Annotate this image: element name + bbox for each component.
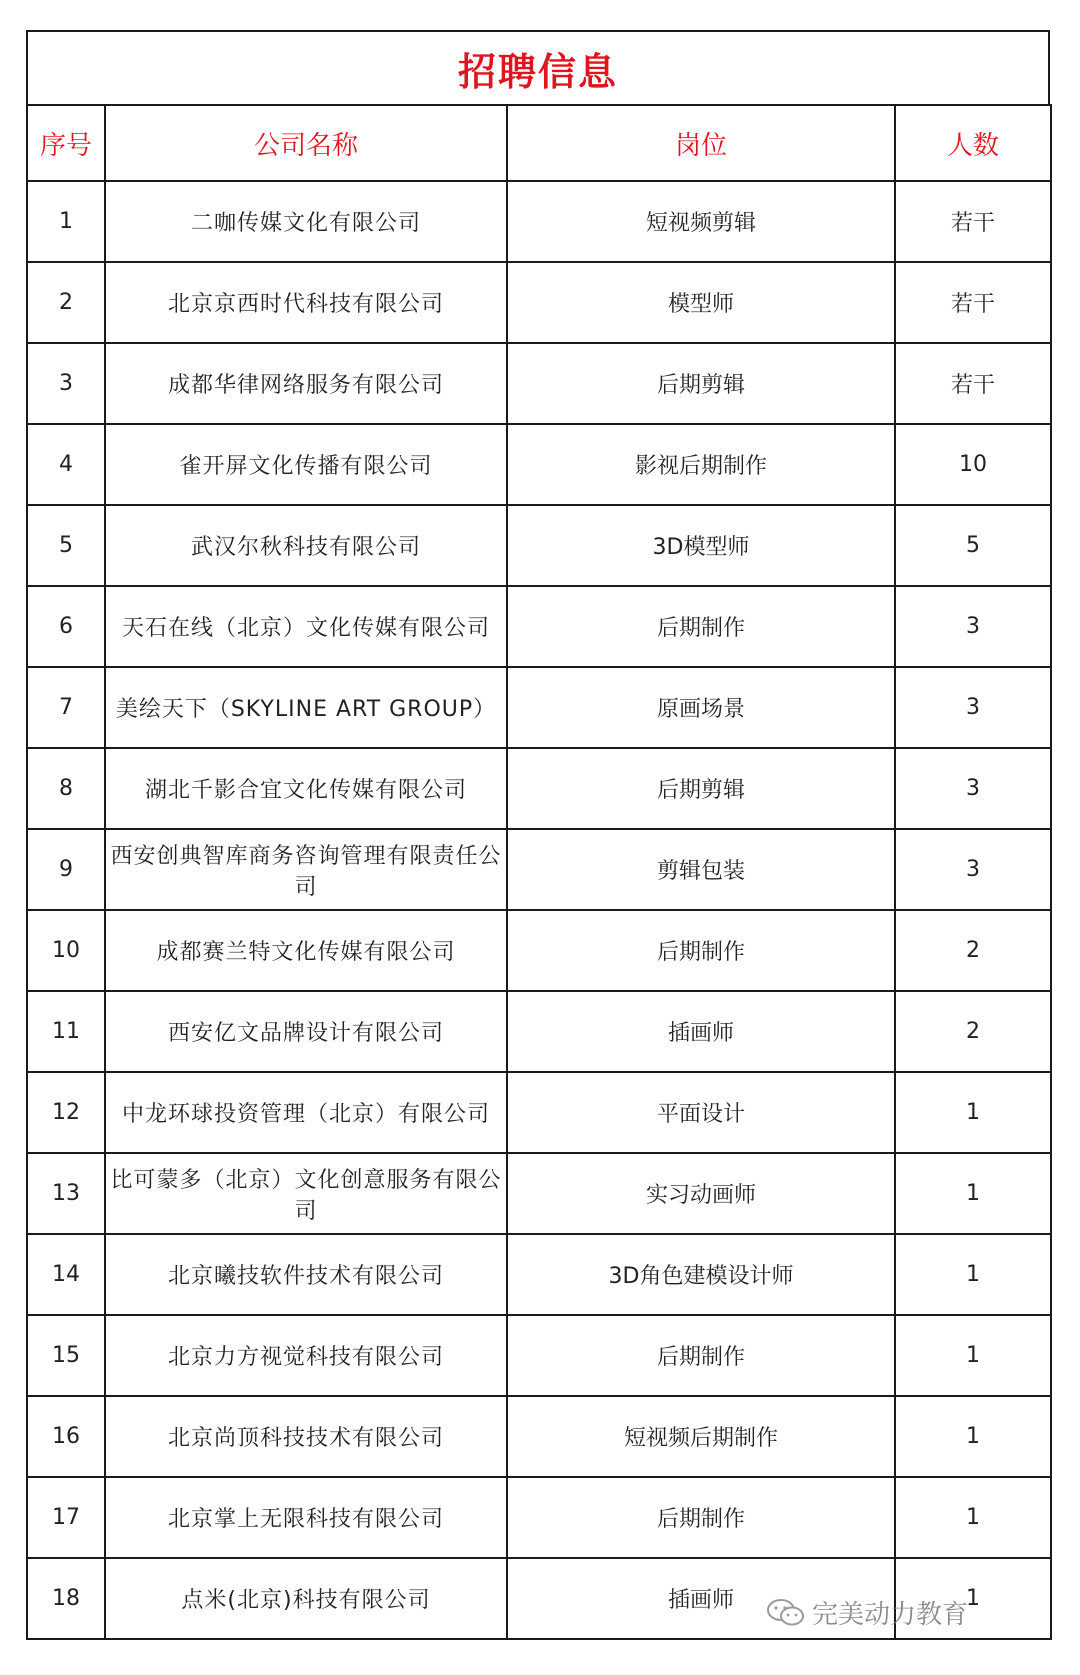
table-row	[27, 424, 1051, 505]
position-name: 3D角色建模设计师	[507, 1234, 895, 1315]
watermark	[766, 1594, 968, 1631]
position-name: 插画师	[507, 1558, 895, 1639]
table-row	[27, 1396, 1051, 1477]
company-name: 成都华律网络服务有限公司	[105, 343, 507, 424]
table-row	[27, 910, 1051, 991]
table-row	[27, 1315, 1051, 1396]
company-name: 成都赛兰特文化传媒有限公司	[105, 910, 507, 991]
head-count: 若干	[895, 181, 1051, 262]
company-name: 武汉尔秋科技有限公司	[105, 505, 507, 586]
position-name: 后期制作	[507, 910, 895, 991]
position-name: 实习动画师	[507, 1153, 895, 1234]
head-count: 若干	[895, 343, 1051, 424]
table-row	[27, 829, 1051, 910]
row-index: 1	[27, 181, 105, 262]
head-count: 1	[895, 1153, 1051, 1234]
header-count: 人数	[895, 105, 1051, 181]
row-index: 2	[27, 262, 105, 343]
table-row	[27, 262, 1051, 343]
company-name: 西安亿文品牌设计有限公司	[105, 991, 507, 1072]
position-name: 平面设计	[507, 1072, 895, 1153]
company-name: 雀开屏文化传播有限公司	[105, 424, 507, 505]
table-row	[27, 991, 1051, 1072]
company-name: 二咖传媒文化有限公司	[105, 181, 507, 262]
position-name: 后期制作	[507, 1315, 895, 1396]
company-name: 点米(北京)科技有限公司	[105, 1558, 507, 1639]
head-count: 3	[895, 586, 1051, 667]
position-name: 插画师	[507, 991, 895, 1072]
company-name: 北京曦技软件技术有限公司	[105, 1234, 507, 1315]
head-count: 2	[895, 991, 1051, 1072]
row-index: 14	[27, 1234, 105, 1315]
position-name: 短视频后期制作	[507, 1396, 895, 1477]
head-count: 2	[895, 910, 1051, 991]
company-name: 湖北千影合宜文化传媒有限公司	[105, 748, 507, 829]
row-index: 4	[27, 424, 105, 505]
table-row	[27, 1477, 1051, 1558]
company-name: 比可蒙多（北京）文化创意服务有限公司	[105, 1153, 507, 1234]
row-index: 17	[27, 1477, 105, 1558]
row-index: 18	[27, 1558, 105, 1639]
table-row	[27, 181, 1051, 262]
position-name: 3D模型师	[507, 505, 895, 586]
position-name: 后期制作	[507, 586, 895, 667]
position-name: 影视后期制作	[507, 424, 895, 505]
recruitment-table	[26, 104, 1052, 1640]
row-index: 11	[27, 991, 105, 1072]
table-row	[27, 505, 1051, 586]
company-name: 美绘天下（SKYLINE ART GROUP）	[105, 667, 507, 748]
wechat-icon	[766, 1597, 806, 1629]
row-index: 5	[27, 505, 105, 586]
table-header-row	[27, 105, 1051, 181]
table-row	[27, 667, 1051, 748]
header-position: 岗位	[507, 105, 895, 181]
company-name: 天石在线（北京）文化传媒有限公司	[105, 586, 507, 667]
position-name: 短视频剪辑	[507, 181, 895, 262]
head-count: 3	[895, 667, 1051, 748]
company-name: 西安创典智库商务咨询管理有限责任公司	[105, 829, 507, 910]
head-count: 1	[895, 1558, 1051, 1639]
row-index: 12	[27, 1072, 105, 1153]
company-name: 中龙环球投资管理（北京）有限公司	[105, 1072, 507, 1153]
position-name: 原画场景	[507, 667, 895, 748]
company-name: 北京力方视觉科技有限公司	[105, 1315, 507, 1396]
head-count: 3	[895, 748, 1051, 829]
header-index: 序号	[27, 105, 105, 181]
head-count: 3	[895, 829, 1051, 910]
row-index: 16	[27, 1396, 105, 1477]
head-count: 1	[895, 1477, 1051, 1558]
row-index: 10	[27, 910, 105, 991]
head-count: 10	[895, 424, 1051, 505]
table-row	[27, 343, 1051, 424]
company-name: 北京尚顶科技技术有限公司	[105, 1396, 507, 1477]
position-name: 后期剪辑	[507, 343, 895, 424]
position-name: 后期制作	[507, 1477, 895, 1558]
row-index: 3	[27, 343, 105, 424]
head-count: 5	[895, 505, 1051, 586]
row-index: 6	[27, 586, 105, 667]
row-index: 7	[27, 667, 105, 748]
header-company: 公司名称	[105, 105, 507, 181]
watermark-text: 完美动力教育	[811, 1600, 968, 1630]
table-row	[27, 748, 1051, 829]
position-name: 剪辑包装	[507, 829, 895, 910]
row-index: 15	[27, 1315, 105, 1396]
position-name: 模型师	[507, 262, 895, 343]
position-name: 后期剪辑	[507, 748, 895, 829]
head-count: 1	[895, 1396, 1051, 1477]
table-row	[27, 1072, 1051, 1153]
head-count: 1	[895, 1315, 1051, 1396]
table-row	[27, 586, 1051, 667]
company-name: 北京掌上无限科技有限公司	[105, 1477, 507, 1558]
page-title: 招聘信息	[26, 30, 1050, 104]
head-count: 1	[895, 1072, 1051, 1153]
row-index: 9	[27, 829, 105, 910]
table-row	[27, 1153, 1051, 1234]
row-index: 8	[27, 748, 105, 829]
recruitment-table-sheet	[26, 30, 1050, 1640]
table-row	[27, 1234, 1051, 1315]
head-count: 1	[895, 1234, 1051, 1315]
row-index: 13	[27, 1153, 105, 1234]
company-name: 北京京西时代科技有限公司	[105, 262, 507, 343]
head-count: 若干	[895, 262, 1051, 343]
